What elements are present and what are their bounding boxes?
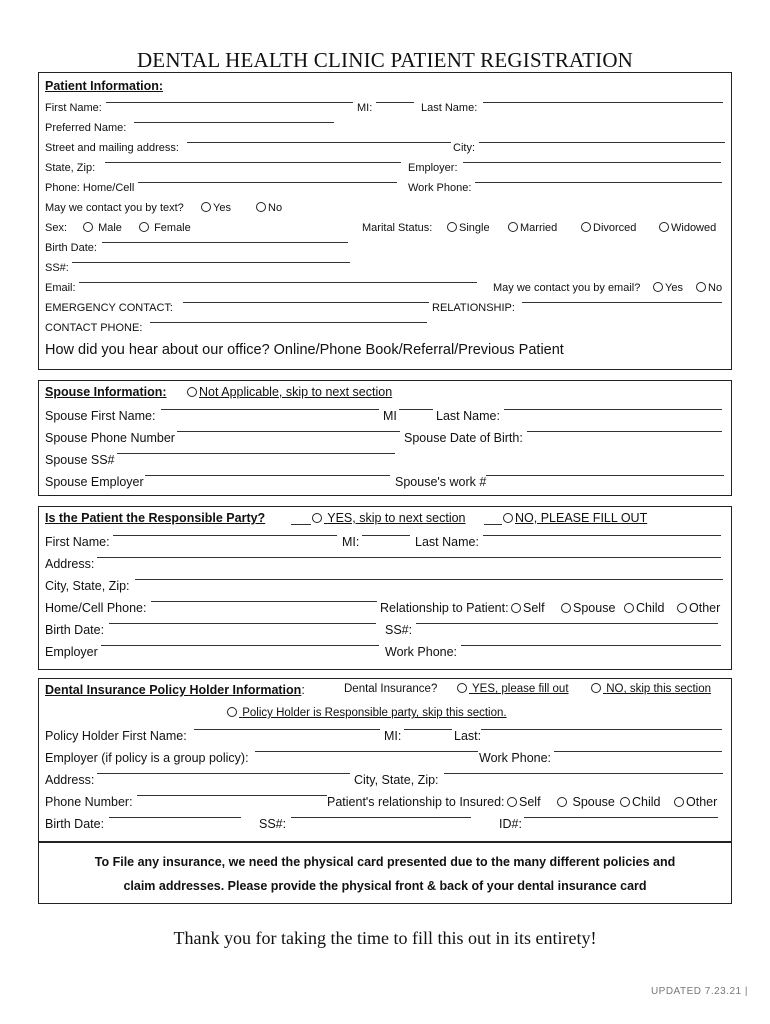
rp-employer-field[interactable]: [101, 645, 379, 646]
responsible-heading-rule: [291, 524, 311, 525]
radio-icon: [312, 513, 322, 523]
holder-first-name-label: Policy Holder First Name:: [45, 729, 187, 743]
holder-spouse-option[interactable]: Spouse: [557, 795, 615, 809]
holder-ss-label: SS#:: [259, 817, 287, 831]
rp-employer-label: Employer: [45, 645, 98, 659]
rp-other-option[interactable]: Other: [677, 601, 720, 615]
radio-icon: [511, 603, 521, 613]
mi-label: MI:: [357, 102, 373, 114]
contact-email-label: May we contact you by email?: [493, 282, 641, 294]
holder-city-state-zip-label: City, State, Zip:: [354, 773, 439, 787]
contact-text-label: May we contact you by text?: [45, 202, 184, 214]
radio-icon: [503, 513, 513, 523]
emergency-contact-label: EMERGENCY CONTACT:: [45, 302, 173, 314]
phone-home-label: Phone: Home/Cell: [45, 182, 135, 194]
responsible-no-option[interactable]: NO, PLEASE FILL OUT: [503, 511, 647, 525]
spouse-ss-label: Spouse SS#: [45, 453, 115, 467]
notice-line-1: To File any insurance, we need the physical card presented due to the many different policies and: [94, 855, 676, 869]
holder-mi-field[interactable]: [404, 729, 452, 730]
form-title: DENTAL HEALTH CLINIC PATIENT REGISTRATION: [136, 48, 634, 72]
radio-icon: [581, 222, 591, 232]
spouse-mi-label: MI: [383, 409, 397, 423]
marital-single-option[interactable]: Single: [447, 222, 490, 234]
insurance-heading-wrap: Dental Insurance Policy Holder Information:: [45, 683, 305, 697]
contact-phone-label: CONTACT PHONE:: [45, 322, 143, 334]
holder-city-state-zip-field[interactable]: [444, 773, 723, 774]
how-heard-text: How did you hear about our office? Online/Phone Book/Referral/Previous Patient: [45, 342, 564, 358]
radio-icon: [677, 603, 687, 613]
spouse-dob-label: Spouse Date of Birth:: [404, 431, 523, 445]
street-label: Street and mailing address:: [45, 142, 179, 154]
holder-id-label: ID#:: [499, 817, 522, 831]
insurance-section: [38, 678, 732, 842]
patient-heading: Patient Information:: [45, 79, 164, 93]
holder-relationship-label: Patient's relationship to Insured:: [327, 795, 505, 809]
holder-employer-field[interactable]: [255, 751, 478, 752]
holder-ss-field[interactable]: [291, 817, 471, 818]
radio-icon: [507, 797, 517, 807]
birth-date-field[interactable]: [102, 242, 348, 243]
last-name-label: Last Name:: [421, 102, 478, 114]
patient-information-section: [38, 72, 732, 370]
rp-birth-date-field[interactable]: [109, 623, 376, 624]
state-zip-label: State, Zip:: [45, 162, 96, 174]
relationship-field[interactable]: [522, 302, 722, 303]
spouse-last-name-field[interactable]: [504, 409, 722, 410]
holder-phone-label: Phone Number:: [45, 795, 133, 809]
spouse-last-name-label: Last Name:: [436, 409, 500, 423]
last-name-field[interactable]: [483, 102, 723, 103]
employer-field[interactable]: [463, 162, 721, 163]
marital-married-option[interactable]: Married: [508, 222, 557, 234]
marital-status-label: Marital Status:: [362, 222, 433, 234]
holder-responsible-option[interactable]: Policy Holder is Responsible party, skip this section.: [227, 707, 507, 719]
radio-icon: [256, 202, 266, 212]
rp-child-option[interactable]: Child: [624, 601, 665, 615]
updated-date: UPDATED 7.23.21 |: [650, 986, 748, 997]
holder-last-label: Last:: [454, 729, 482, 743]
radio-icon: [659, 222, 669, 232]
radio-icon: [696, 282, 706, 292]
rp-first-name-field[interactable]: [113, 535, 337, 536]
city-label: City:: [453, 142, 475, 154]
rp-address-label: Address:: [45, 557, 95, 571]
spouse-mi-field[interactable]: [399, 409, 433, 410]
insurance-yes-option[interactable]: YES, please fill out: [457, 683, 569, 695]
radio-icon: [620, 797, 630, 807]
spouse-phone-label: Spouse Phone Number: [45, 431, 175, 445]
city-field[interactable]: [479, 142, 725, 143]
holder-address-field[interactable]: [97, 773, 350, 774]
ss-field[interactable]: [72, 262, 350, 263]
radio-icon: [83, 222, 93, 232]
holder-other-option[interactable]: Other: [674, 795, 717, 809]
holder-birth-date-field[interactable]: [109, 817, 241, 818]
radio-icon: [139, 222, 149, 232]
rp-self-option[interactable]: Self: [511, 601, 545, 615]
sex-female-option[interactable]: Female: [139, 222, 191, 234]
rp-ss-field[interactable]: [416, 623, 718, 624]
holder-phone-field[interactable]: [137, 795, 327, 796]
spouse-not-applicable-option[interactable]: Not Applicable, skip to next section: [187, 385, 392, 399]
responsible-yes-option[interactable]: YES, skip to next section: [312, 511, 466, 525]
holder-last-field[interactable]: [481, 729, 722, 730]
email-field[interactable]: [79, 282, 477, 283]
holder-mi-label: MI:: [384, 729, 402, 743]
street-field[interactable]: [187, 142, 451, 143]
rp-last-name-field[interactable]: [483, 535, 721, 536]
holder-self-option[interactable]: Self: [507, 795, 541, 809]
spouse-phone-field[interactable]: [177, 431, 400, 432]
first-name-label: First Name:: [45, 102, 102, 114]
relationship-label: RELATIONSHIP:: [432, 302, 515, 314]
emergency-contact-field[interactable]: [183, 302, 429, 303]
responsible-options-rule: [484, 524, 502, 525]
radio-icon: [187, 387, 197, 397]
holder-address-label: Address:: [45, 773, 95, 787]
radio-icon: [447, 222, 457, 232]
radio-icon: [201, 202, 211, 212]
spouse-dob-field[interactable]: [527, 431, 722, 432]
radio-icon: [674, 797, 684, 807]
dental-insurance-label: Dental Insurance?: [344, 683, 438, 695]
employer-label: Employer:: [408, 162, 458, 174]
rp-city-state-zip-field[interactable]: [135, 579, 723, 580]
spouse-employer-label: Spouse Employer: [45, 475, 144, 489]
rp-relationship-label: Relationship to Patient:: [380, 601, 509, 615]
rp-mi-field[interactable]: [362, 535, 410, 536]
rp-ss-label: SS#:: [385, 623, 413, 637]
responsible-heading: Is the Patient the Responsible Party?: [45, 511, 266, 525]
insurance-card-notice: [38, 842, 732, 904]
phone-home-field[interactable]: [138, 182, 397, 183]
responsible-party-section: [38, 506, 732, 670]
marital-widowed-option[interactable]: Widowed: [659, 222, 716, 234]
spouse-first-name-field[interactable]: [161, 409, 379, 410]
email-label: Email:: [45, 282, 76, 294]
preferred-name-field[interactable]: [134, 122, 334, 123]
text-no-option[interactable]: No: [256, 202, 282, 214]
work-phone-field[interactable]: [475, 182, 722, 183]
radio-icon: [508, 222, 518, 232]
rp-last-name-label: Last Name:: [415, 535, 479, 549]
insurance-no-option[interactable]: NO, skip this section: [591, 683, 711, 695]
notice-line-2: claim addresses. Please provide the physical front & back of your dental insurance card: [123, 879, 647, 893]
thank-you-message: Thank you for taking the time to fill this out in its entirety!: [173, 928, 597, 948]
ss-label: SS#:: [45, 262, 69, 274]
rp-city-state-zip-label: City, State, Zip:: [45, 579, 130, 593]
email-yes-option[interactable]: Yes: [653, 282, 683, 294]
radio-icon: [457, 683, 467, 693]
radio-icon: [561, 603, 571, 613]
holder-child-option[interactable]: Child: [620, 795, 661, 809]
sex-label: Sex:: [45, 222, 68, 234]
holder-work-phone-label: Work Phone:: [479, 751, 552, 765]
holder-birth-date-label: Birth Date:: [45, 817, 105, 831]
holder-work-phone-field[interactable]: [554, 751, 722, 752]
holder-first-name-field[interactable]: [194, 729, 380, 730]
rp-birth-date-label: Birth Date:: [45, 623, 105, 637]
rp-address-field[interactable]: [97, 557, 721, 558]
marital-divorced-option[interactable]: Divorced: [581, 222, 636, 234]
rp-work-phone-field[interactable]: [461, 645, 721, 646]
contact-phone-field[interactable]: [150, 322, 427, 323]
spouse-ss-field[interactable]: [117, 453, 395, 454]
rp-mi-label: MI:: [342, 535, 360, 549]
spouse-information-section: [38, 380, 732, 496]
radio-icon: [591, 683, 601, 693]
preferred-name-label: Preferred Name:: [45, 122, 127, 134]
radio-icon: [653, 282, 663, 292]
state-zip-field[interactable]: [105, 162, 401, 163]
rp-work-phone-label: Work Phone:: [385, 645, 458, 659]
spouse-first-name-label: Spouse First Name:: [45, 409, 156, 423]
insurance-heading: Dental Insurance Policy Holder Information: [45, 683, 302, 697]
radio-icon: [557, 797, 567, 807]
spouse-heading: Spouse Information:: [45, 385, 167, 399]
rp-first-name-label: First Name:: [45, 535, 110, 549]
email-no-option[interactable]: No: [696, 282, 722, 294]
spouse-work-field[interactable]: [486, 475, 724, 476]
work-phone-label: Work Phone:: [408, 182, 472, 194]
rp-home-cell-label: Home/Cell Phone:: [45, 601, 147, 615]
radio-icon: [227, 707, 237, 717]
holder-id-field[interactable]: [524, 817, 718, 818]
text-yes-option[interactable]: Yes: [201, 202, 231, 214]
first-name-field[interactable]: [106, 102, 353, 103]
mi-field[interactable]: [376, 102, 414, 103]
radio-icon: [624, 603, 634, 613]
holder-employer-label: Employer (if policy is a group policy):: [45, 751, 249, 765]
birth-date-label: Birth Date:: [45, 242, 97, 254]
rp-home-cell-field[interactable]: [151, 601, 377, 602]
rp-spouse-option[interactable]: Spouse: [561, 601, 615, 615]
sex-male-option[interactable]: Male: [83, 222, 122, 234]
spouse-work-label: Spouse's work #: [395, 475, 487, 489]
spouse-employer-field[interactable]: [145, 475, 390, 476]
